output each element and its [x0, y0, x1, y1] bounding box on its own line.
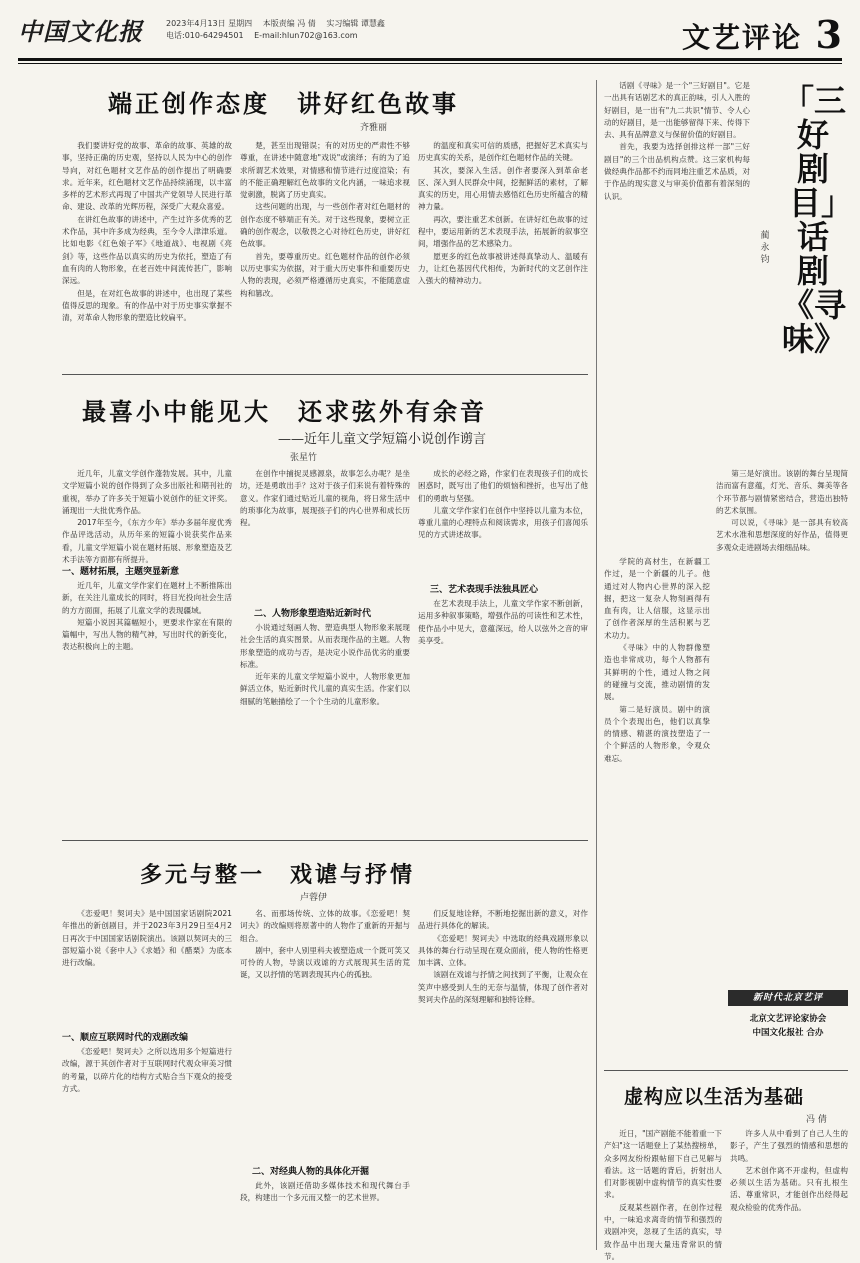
- masthead: [18, 12, 842, 72]
- issue-phone: 电话:010-64294501: [166, 31, 244, 40]
- article3-title: 多元与整一 戏谑与抒情: [140, 863, 416, 888]
- paragraph: 在创作中捕捉灵感源泉，故事怎么办呢？是坐坊，还是勇敢出手？这对于孩子们来说有着特殊的意义。作家们通过贴近儿童的视角，将日常生活中的琐事化为故事，展现孩子们的内心世界和成长历程。: [240, 469, 410, 528]
- paragraph: 愿更多的红色故事被讲述得真挚动人、温暖有力，让红色基因代代相传，为新时代的文艺创作注入强大的精神动力。: [418, 251, 588, 286]
- paragraph: 艺术创作离不开虚构，但虚构必须以生活为基础。只有扎根生活、尊重常识，才能创作出经得起观众检验的优秀作品。: [730, 1165, 848, 1212]
- article4-col2: [604, 556, 710, 986]
- article2-heading3: 三、艺术表现手法独具匠心: [430, 585, 539, 595]
- paragraph: 《寻味》中的人物群像塑造也非常成功，每个人物都有其鲜明的个性，通过人物之间的碰撞与交流，推动剧情的发展。: [604, 643, 710, 702]
- article3-col2a: [240, 908, 410, 1158]
- paragraph: 该剧在戏谑与抒情之间找到了平衡，让观众在笑声中感受到人生的无奈与温情，体现了创作者对契诃夫作品的深刻理解和独特诠释。: [418, 970, 588, 1005]
- paragraph: 第二是好演员。剧中的演员个个表现出色，他们以真挚的情感、精湛的演技塑造了一个个鲜活的人物形象，令观众难忘。: [604, 704, 710, 763]
- paragraph: 小说通过刻画人物、塑造典型人物形象来展现社会生活的真实图景。从而表现作品的主题。人物形象塑造的成功与否，是决定小说作品优劣的重要标准。: [240, 623, 410, 669]
- article4-col3: [716, 468, 848, 984]
- article2-title: 最喜小中能见大 还求弦外有余音: [82, 398, 487, 426]
- paragraph: 学院的高材生，在新疆工作过，是一个新疆的儿子。他通过对人物内心世界的深入挖掘，把这一复杂人物刻画得有血有肉，让人信服，这显示出了创作者深厚的生活积累与艺术功力。: [604, 557, 710, 640]
- paragraph: 在艺术表现手法上，儿童文学作家不断创新，运用多种叙事策略，增强作品的可读性和艺术性，使作品小中见大，意蕴深远，给人以弦外之音的审美享受。: [418, 599, 588, 645]
- divider: [604, 1070, 848, 1071]
- article2-byline: 张星竹: [290, 453, 318, 463]
- article1-byline: 齐雅丽: [360, 123, 388, 133]
- article1-col3: [418, 140, 588, 362]
- newspaper-logo: 中国文化报: [18, 17, 143, 46]
- article2-col2b: [240, 622, 410, 830]
- article3-heading1: 一、顺应互联网时代的戏剧改编: [62, 1033, 189, 1043]
- paragraph: 反观某些剧作者，在创作过程中，一味追求离奇的情节和强烈的戏剧冲突，忽视了生活的真实，导致作品中出现大量违背常识的情节。: [604, 1202, 722, 1261]
- co-host-brand: [728, 990, 848, 1062]
- issue-email: E-mail:hlun702@163.com: [254, 31, 358, 40]
- paragraph: 近年来的儿童文学短篇小说中，人物形象更加鲜活立体，贴近新时代儿童的真实生活。作家们以细腻的笔触描绘了一个个生动的儿童形象。: [240, 672, 410, 706]
- article2-heading2: 二、人物形象塑造贴近新时代: [254, 609, 372, 619]
- paragraph: 《恋爱吧！契诃夫》中选取的经典戏剧形象以具体的舞台行动呈现在观众面前，使人物的性格更加丰满、立体。: [418, 933, 588, 968]
- issue-date: 2023年4月13日 星期四: [166, 19, 253, 28]
- article2-heading1: 一、题材拓展，主题突显新意: [62, 567, 180, 577]
- masthead-rule-thin: [18, 63, 842, 64]
- paragraph: 话剧《寻味》是一个"三好剧目"。它是一出具有话剧艺术的真正韵味，引人入胜的好剧目，是一出有"九二共识"情节、令人心动的好剧目，是一出能够留得下来、传得下去、具有品牌意义与保留价值的好剧目。: [604, 81, 750, 140]
- article2-col3b: [418, 598, 588, 830]
- article2-col2a: [240, 468, 410, 606]
- brand-line2: 中国文化报社 合办: [752, 1028, 824, 1038]
- paragraph: 短篇小说因其篇幅短小，更要求作家在有限的篇幅中，写出人物的精气神，写出时代的新变化，表达积极向上的主题。: [62, 617, 232, 652]
- issue-editor: 本版责编 冯 倩: [262, 19, 316, 28]
- article3-byline: 卢蓉伊: [300, 893, 328, 903]
- paragraph: 许多人从中看到了自己人生的影子，产生了强烈的情感和思想的共鸣。: [730, 1129, 848, 1163]
- paragraph: 可以说，《寻味》是一部具有较高艺术水准和思想深度的好作品，值得更多观众走进剧场去细细品味。: [716, 518, 848, 552]
- paragraph: 近几年，儿童文学作家们在题材上不断推陈出新，在关注儿童成长的同时，将目光投向社会生活的方方面面，拓展了儿童文学的表现疆域。: [62, 581, 232, 615]
- issue-info: [166, 18, 393, 42]
- paragraph: 但是，在对红色故事的讲述中，也出现了某些值得反思的现象。有的作品中对于历史事实掌握不清，对革命人物形象的塑造比较扁平。: [62, 288, 232, 323]
- paragraph: 的温度和真实可信的质感，把握好艺术真实与历史真实的关系，是创作红色题材作品的关键。: [418, 141, 588, 163]
- paragraph: 名、而那场传统、立体的故事。《恋爱吧！契诃夫》的改编则将原著中的人物作了重新的开掘与组合。: [240, 909, 410, 943]
- article5-col2: [730, 1128, 848, 1248]
- article2-col1: [62, 468, 232, 565]
- paragraph: 近日，"国产剧能不能着重一下产妇"这一话题登上了某热搜榜单，众多网友纷纷跟帖留下自己见解与看法。这一话题的背后，折射出人们对影视剧中虚构情节的真实性要求。: [604, 1129, 722, 1200]
- article3-col1b: [62, 1046, 232, 1246]
- paragraph: 儿童文学作家们在创作中坚持以儿童为本位，尊重儿童的心理特点和阅读需求，用孩子们喜闻乐见的方式讲述故事。: [418, 505, 588, 540]
- paragraph: 在讲红色故事的讲述中，产生过许多优秀的艺术作品，其中许多成为经典，至今令人津津乐道。比如电影《红色娘子军》《地道战》、电视剧《亮剑》等，这些作品以真实的历史为依托，塑造了有血有肉的人物形象，在老百姓中间流传甚广，影响深远。: [62, 214, 232, 286]
- issue-intern: 实习编辑 谭慧鑫: [326, 19, 385, 28]
- article5-col1: [604, 1128, 722, 1261]
- article2-subtitle: ——近年儿童文学短篇小说创作谫言: [278, 432, 487, 447]
- article5-byline: 冯 倩: [806, 1115, 827, 1125]
- section-title: 文艺评论: [681, 21, 802, 54]
- article3-col1a: [62, 908, 232, 1028]
- paragraph: 剧中，套中人别里科夫被塑造成一个既可笑又可怜的人物，导演以戏谑的方式展现其生活的荒诞，又以抒情的笔调表现其内心的孤独。: [240, 945, 410, 980]
- masthead-rule: [18, 58, 842, 61]
- paragraph: 首先，要尊重历史。红色题材作品的创作必须以历史事实为依据，对于重大历史事件和重要历史人物的表现，必须严格遵循历史真实，不能随意虚构和篡改。: [240, 251, 410, 298]
- page-number: 3: [815, 12, 842, 57]
- divider: [62, 374, 588, 375]
- brand-strip: 新时代北京艺评: [728, 990, 848, 1006]
- article3-col3: [418, 908, 588, 1246]
- article4-title: 「三好剧目」话剧《寻味》: [782, 82, 847, 358]
- divider: [62, 840, 588, 841]
- paragraph: 楚，甚至出现错误；有的对历史的严肃性不够尊重，在讲述中随意地"戏说"或演绎；有的为了追求所谓艺术效果，对情感和情节进行过度渲染；有的不能正确理解红色故事的文化内涵，一味追求视觉刺激，脱离了历史真实。: [240, 141, 410, 200]
- paragraph: 《恋爱吧！契诃夫》是中国国家话剧院2021年推出的新创剧目，并于2023年3月29日至4月2日再次于中国国家话剧院演出。该剧以契诃夫的三部短篇小说《套中人》《求婚》和《醋栗》为底本进行改编。: [62, 909, 232, 968]
- paragraph: 其次，要深入生活。创作者要深入到革命老区、深入到人民群众中间，挖掘鲜活的素材，了解真实的历史，用心用情去感悟红色历史所蕴含的精神力量。: [418, 165, 588, 212]
- paragraph: 首先，我要为选择创排这样一部"三好剧目"的三个出品机构点赞。这三家机构每做经典作品都不约而同地注重艺术品质，对于作品的现实意义与审美价值都有着深刻的认识。: [604, 142, 750, 201]
- paragraph: 们反复地诠释，不断地挖掘出新的意义，对作品进行具体化的解读。: [418, 909, 588, 931]
- article2-col1b: [62, 580, 232, 830]
- article4-byline: 蔺永钧: [760, 231, 770, 265]
- article2-col3a: [418, 468, 588, 576]
- paragraph: 近几年，儿童文学创作蓬勃发展。其中，儿童文学短篇小说的创作得到了众多出版社和期刊社的重视，举办了许多关于短篇小说创作的征文评奖。涌现出一大批优秀作品。: [62, 469, 232, 515]
- article3-col2b: [240, 1180, 410, 1246]
- paragraph: 2017年至今，《东方少年》举办多届年度优秀作品评选活动，从历年来的短篇小说获奖作品来看，儿童文学短篇小说在题材拓展、形象塑造及艺术手法等方面都有所提升。: [62, 518, 232, 565]
- brand-line1: 北京文艺评论家协会: [749, 1014, 827, 1024]
- article5-title: 虚构应以生活为基础: [624, 1086, 805, 1108]
- paragraph: 再次，要注重艺术创新。在讲好红色故事的过程中，要运用新的艺术表现手法，拓展新的叙事空间，增强作品的艺术感染力。: [418, 214, 588, 249]
- paragraph: 我们要讲好党的故事、革命的故事、英雄的故事，坚持正确的历史观，坚持以人民为中心的创作导向，对红色题材文艺作品的创作提出了明确要求。近年来，红色题材文艺作品持续涌现，以丰富多样的艺术形式再现了中国共产党领导人民进行革命、建设、改革的光辉历程，深受广大观众喜爱。: [62, 141, 232, 212]
- paragraph: 第三是好演出。该剧的舞台呈现简洁而富有意蕴，灯光、音乐、舞美等各个环节都与剧情紧密结合，营造出独特的艺术氛围。: [716, 469, 848, 515]
- paragraph: 这些问题的出现，与一些创作者对红色题材的创作态度不够端正有关。对于这些现象，要树立正确的创作观念，以敬畏之心对待红色历史，讲好红色故事。: [240, 202, 410, 249]
- paragraph: 《恋爱吧！契诃夫》之所以选用多个短篇进行改编，源于其创作者对于互联网时代观众审美习惯的考量，以碎片化的结构方式贴合当下观众的接受方式。: [62, 1047, 232, 1093]
- article1-title: 端正创作态度 讲好红色故事: [108, 90, 459, 118]
- paragraph: 成长的必经之路，作家们在表现孩子们的成长困惑时，既写出了他们的烦恼和挫折，也写出了他们的勇敢与坚强。: [418, 469, 588, 503]
- article1-col2: [240, 140, 410, 362]
- paragraph: 此外，该剧还借助多媒体技术和现代舞台手段，构建出一个多元而又整一的艺术世界。: [240, 1181, 410, 1203]
- article1-col1: [62, 140, 232, 362]
- column-divider: [596, 80, 597, 1250]
- article3-heading2: 二、对经典人物的具体化开掘: [252, 1167, 370, 1177]
